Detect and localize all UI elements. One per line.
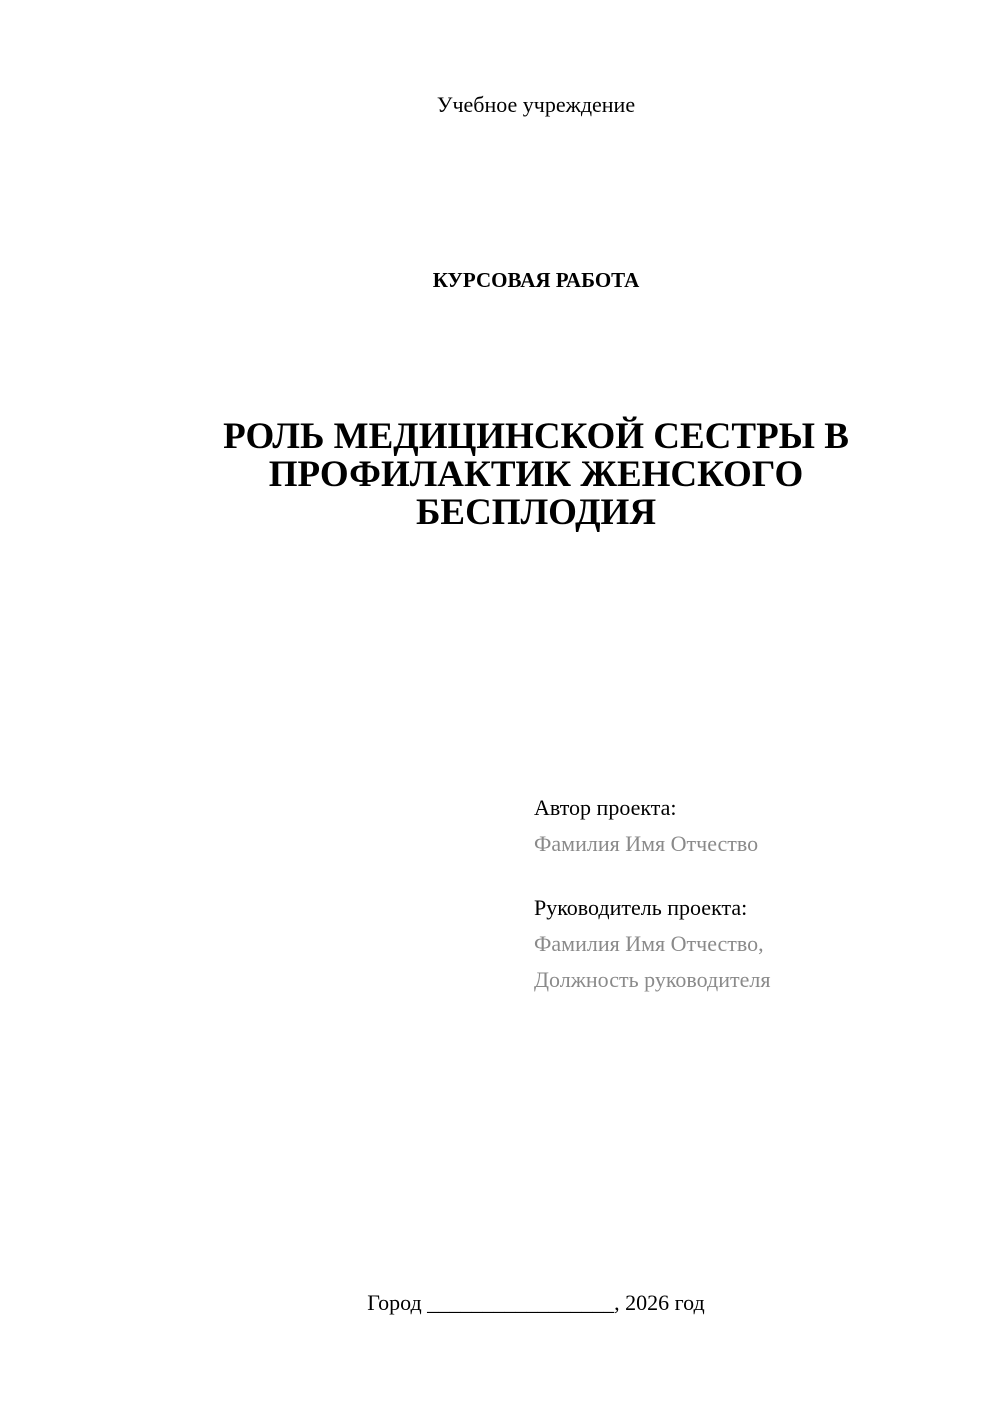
title-line: РОЛЬ МЕДИЦИНСКОЙ СЕСТРЫ В (223, 416, 849, 457)
city-year: Город _________________, 2026 год (367, 1290, 705, 1315)
document-title (0, 418, 1000, 532)
author-name: Фамилия Имя Отчество (534, 831, 759, 856)
supervisor-name: Фамилия Имя Отчество, (534, 931, 764, 956)
institution-name: Учебное учреждение (436, 92, 636, 117)
supervisor-label: Руководитель проекта: (534, 895, 748, 920)
author-label: Автор проекта: (534, 795, 677, 820)
title-line: ПРОФИЛАКТИК ЖЕНСКОГО (268, 454, 804, 495)
document-type: КУРСОВАЯ РАБОТА (432, 268, 640, 292)
credits-block (534, 790, 770, 998)
title-line: БЕСПЛОДИЯ (415, 492, 657, 533)
supervisor-position: Должность руководителя (534, 967, 771, 992)
